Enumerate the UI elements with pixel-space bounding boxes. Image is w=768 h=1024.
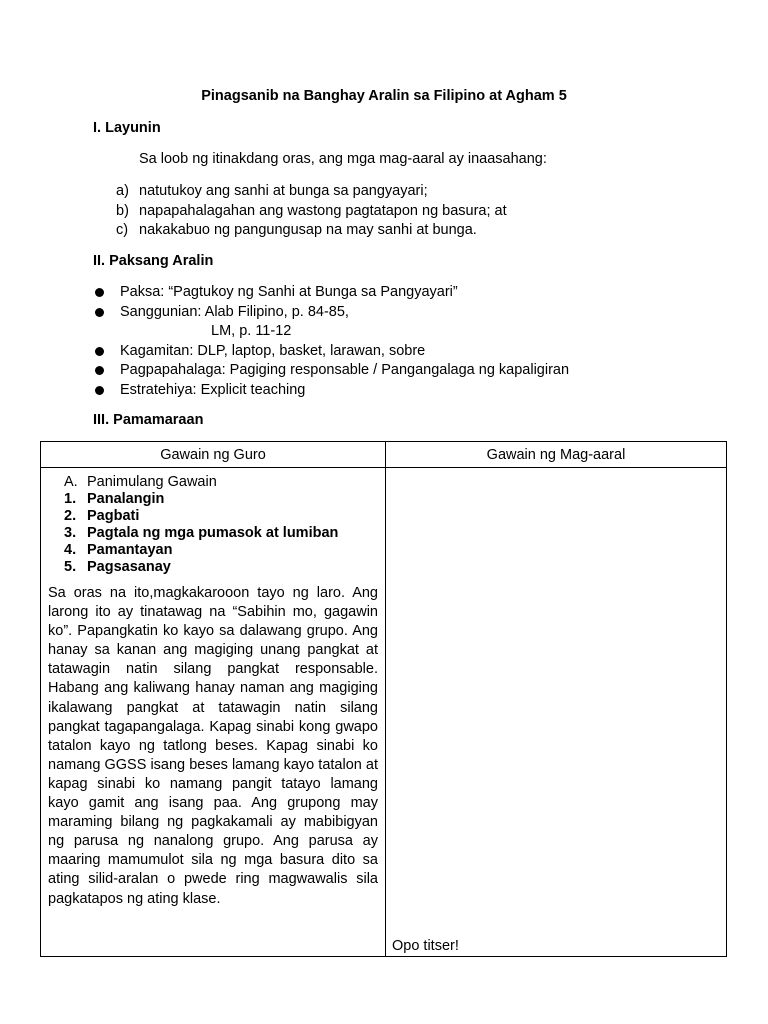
steps-list	[48, 491, 378, 576]
list-item: 5. Pagsasanay	[64, 559, 171, 575]
student-response: Opo titser!	[392, 938, 459, 954]
list-item: Paksa: “Pagtukoy ng Sanhi at Bunga sa Pangyayari”	[93, 283, 569, 303]
paksang-aralin-heading: II. Paksang Aralin	[93, 253, 214, 269]
teacher-paragraph: Sa oras na ito,magkakarooon tayo ng laro. Ang larong ito ay tinatawag na “Sabihin mo, gagawin ko”. Papangkatin ko kayo sa dalawang grupo. Ang hanay sa kanan ang magiging unang pangkat at tatawagin natin silang pangkat responsable. Habang ang kaliwang hanay naman ang magiging ikalawang pangkat at tatawagin natin silang pangkat tagapangalaga. Kapag sinabi kong gwapo tatalon kayo ng tatlong beses. Kapag sinabi ko namang GGSS isang beses lamang kayo tatalon at kapag sinabi ko namang pangit tatayo lamang kayo gamit ang isang paa. Ang grupong may maraming bilang ng pagkakamali ay mabibigyan ng parusa ng nanalong grupo. Ang parusa ay maaring mamumulot sila ng mga basura dito sa ating silid-aralan o pwede ring magwawalis sila pagkatapos ng ating klase.	[48, 585, 378, 907]
list-item: 1. Panalangin	[64, 491, 165, 507]
list-item: 3. Pagtala ng mga pumasok at lumiban	[64, 525, 339, 541]
list-item: Estratehiya: Explicit teaching	[93, 381, 569, 401]
bullet-icon	[95, 386, 104, 395]
bullet-icon	[95, 366, 104, 375]
procedure-table	[40, 441, 727, 957]
list-item: a) natutukoy ang sanhi at bunga sa pangyayari;	[116, 183, 428, 199]
bullet-icon	[95, 288, 104, 297]
list-item: 4. Pamantayan	[64, 542, 173, 558]
table-header-row	[41, 442, 727, 468]
table-row	[41, 468, 727, 957]
column-header-guro: Gawain ng Guro	[41, 442, 386, 468]
paksang-aralin-list	[93, 283, 569, 400]
list-item: Pagpapahalaga: Pagiging responsable / Pangangalaga ng kapaligiran	[93, 361, 569, 381]
list-item: b) napapahalagahan ang wastong pagtatapon ng basura; at	[116, 202, 507, 219]
section-a-title: A. Panimulang Gawain	[64, 474, 217, 490]
bullet-icon	[95, 347, 104, 356]
page-title: Pinagsanib na Banghay Aralin sa Filipino at Agham 5	[201, 88, 567, 104]
student-activity-cell	[386, 468, 727, 957]
column-header-mag-aaral: Gawain ng Mag-aaral	[386, 442, 727, 468]
list-item: Sanggunian: Alab Filipino, p. 84-85,	[93, 303, 569, 323]
pamamaraan-heading: III. Pamamaraan	[93, 412, 204, 428]
layunin-intro: Sa loob ng itinakdang oras, ang mga mag-aaral ay inaasahang:	[139, 151, 547, 167]
objectives-list	[116, 182, 507, 241]
list-item: LM, p. 11-12	[211, 323, 292, 339]
teacher-activity-cell	[41, 468, 386, 957]
list-item: 2. Pagbati	[64, 508, 140, 524]
layunin-heading: I. Layunin	[93, 120, 161, 136]
list-item: c) nakakabuo ng pangungusap na may sanhi at bunga.	[116, 222, 477, 238]
list-item: Kagamitan: DLP, laptop, basket, larawan, sobre	[93, 342, 569, 362]
bullet-icon	[95, 308, 104, 317]
